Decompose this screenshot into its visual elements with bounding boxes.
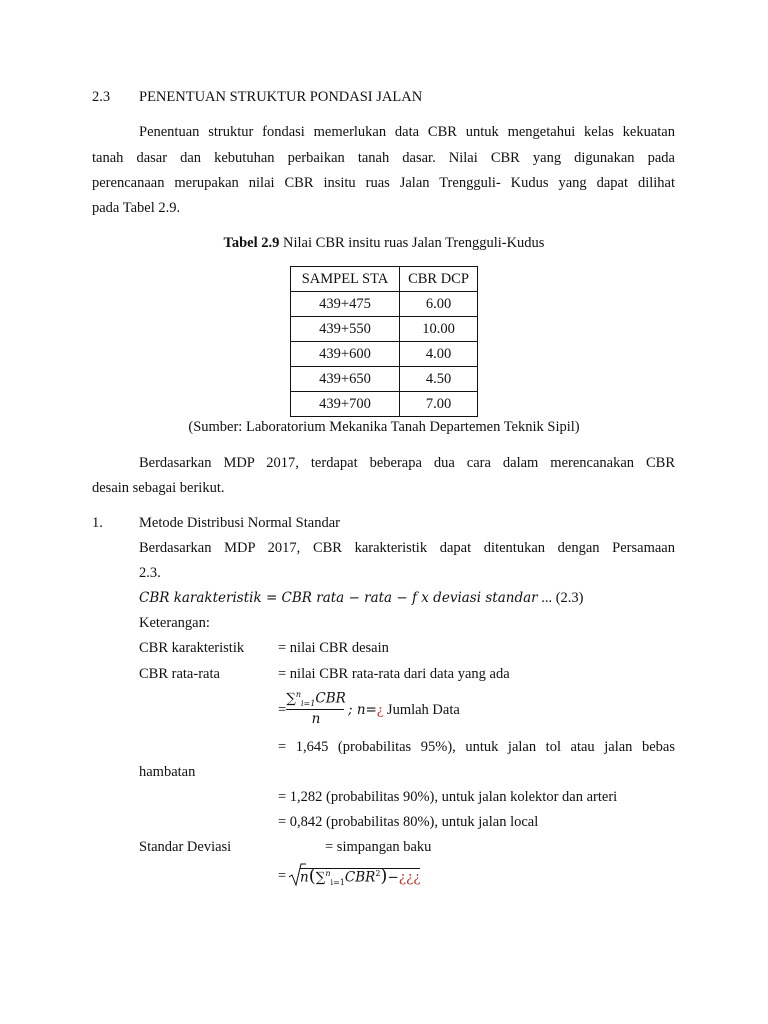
intro-line-3: perencanaan merupakan nilai CBR insitu ruas Jalan Trengguli- Kudus yang dapat dilihat — [92, 175, 675, 191]
table-cell-sta: 439+650 — [291, 367, 400, 392]
table-caption-text: Nilai CBR insitu ruas Jalan Trengguli-Kudus — [279, 235, 545, 251]
sum-icon: ∑ — [315, 869, 326, 886]
method-line-1: Berdasarkan MDP 2017, CBR karakteristik dapat ditentukan dengan Persamaan — [139, 540, 675, 556]
f-value-1645-cont: hambatan — [139, 764, 196, 780]
std-dev-term: Standar Deviasi — [139, 839, 232, 855]
cbr-table — [290, 266, 478, 417]
table-row — [291, 342, 478, 367]
table-header-sampel: SAMPEL STA — [291, 267, 400, 292]
table-cell-cbr: 4.00 — [400, 342, 478, 367]
equation-ref: ... (2.3) — [537, 590, 584, 606]
method-number: 1. — [92, 515, 103, 531]
table-cell-cbr: 7.00 — [400, 392, 478, 417]
def-cbr-rata-term: CBR rata-rata — [139, 666, 220, 682]
table-row — [291, 392, 478, 417]
def-cbr-karakteristik-term: CBR karakteristik — [139, 640, 245, 656]
method-title: Metode Distribusi Normal Standar — [139, 515, 340, 531]
table-row — [291, 292, 478, 317]
n-equals: ; n= — [348, 702, 377, 718]
intro-line-4: pada Tabel 2.9. — [92, 200, 181, 216]
fraction-numerator-text: CBR — [315, 690, 346, 707]
table-header-cbr: CBR DCP — [400, 267, 478, 292]
table-cell-sta: 439+600 — [291, 342, 400, 367]
para2-line-2: desain sebagai berikut. — [92, 480, 225, 496]
equation-2-3 — [139, 590, 584, 607]
f-value-0842: = 0,842 (probabilitas 80%), untuk jalan local — [278, 814, 539, 830]
intro-line-2: tanah dasar dan kebutuhan perbaikan tanah dasar. Nilai CBR yang digunakan pada — [92, 150, 675, 166]
std-dev-value: = simpangan baku — [325, 839, 432, 855]
mean-formula-equals: = — [278, 702, 287, 718]
std-formula-body: $n(\sum^n_{i=1}CBR^2)-¿¿¿$ — [300, 865, 421, 888]
table-caption — [0, 235, 768, 252]
f-value-1282: = 1,282 (probabilitas 90%), untuk jalan kolektor dan arteri — [278, 789, 618, 805]
para2-line-1: Berdasarkan MDP 2017, terdapat beberapa dua cara dalam merencanakan CBR — [139, 455, 675, 471]
table-source: (Sumber: Laboratorium Mekanika Tanah Departemen Teknik Sipil) — [188, 419, 580, 435]
sum-icon: ∑ — [286, 690, 296, 707]
mean-formula-tail — [348, 702, 460, 719]
def-cbr-karakteristik-value: = nilai CBR desain — [278, 640, 389, 656]
table-cell-cbr: 10.00 — [400, 317, 478, 342]
fraction-denominator: n — [311, 711, 321, 727]
fraction-bar — [286, 709, 344, 710]
std-formula-equals: = — [278, 868, 287, 884]
table-row — [291, 317, 478, 342]
method-line-2: 2.3. — [139, 565, 161, 581]
f-value-1645: = 1,645 (probabilitas 95%), untuk jalan tol atau jalan bebas — [278, 739, 675, 755]
table-caption-label: Tabel 2.9 — [223, 235, 280, 251]
jumlah-data-label: Jumlah Data — [383, 702, 460, 718]
table-row — [291, 367, 478, 392]
render-error-glyphs: ¿¿¿ — [398, 869, 421, 886]
section-title: PENENTUAN STRUKTUR PONDASI JALAN — [139, 89, 423, 105]
keterangan-label: Keterangan: — [139, 615, 210, 631]
render-error-glyph: ¿ — [376, 702, 384, 718]
equation-text: CBR karakteristik = CBR rata − rata − f x deviasi standar — [139, 590, 538, 606]
table-cell-cbr: 4.50 — [400, 367, 478, 392]
fraction-numerator: ∑$^n_{i=1}$CBR — [286, 690, 346, 709]
table-cell-sta: 439+475 — [291, 292, 400, 317]
table-cell-cbr: 6.00 — [400, 292, 478, 317]
intro-line-1: Penentuan struktur fondasi memerlukan data CBR untuk mengetahui kelas kekuatan — [139, 124, 675, 140]
table-header-row — [291, 267, 478, 292]
section-number: 2.3 — [92, 89, 111, 105]
table-cell-sta: 439+700 — [291, 392, 400, 417]
def-cbr-rata-value: = nilai CBR rata-rata dari data yang ada — [278, 666, 510, 682]
table-cell-sta: 439+550 — [291, 317, 400, 342]
